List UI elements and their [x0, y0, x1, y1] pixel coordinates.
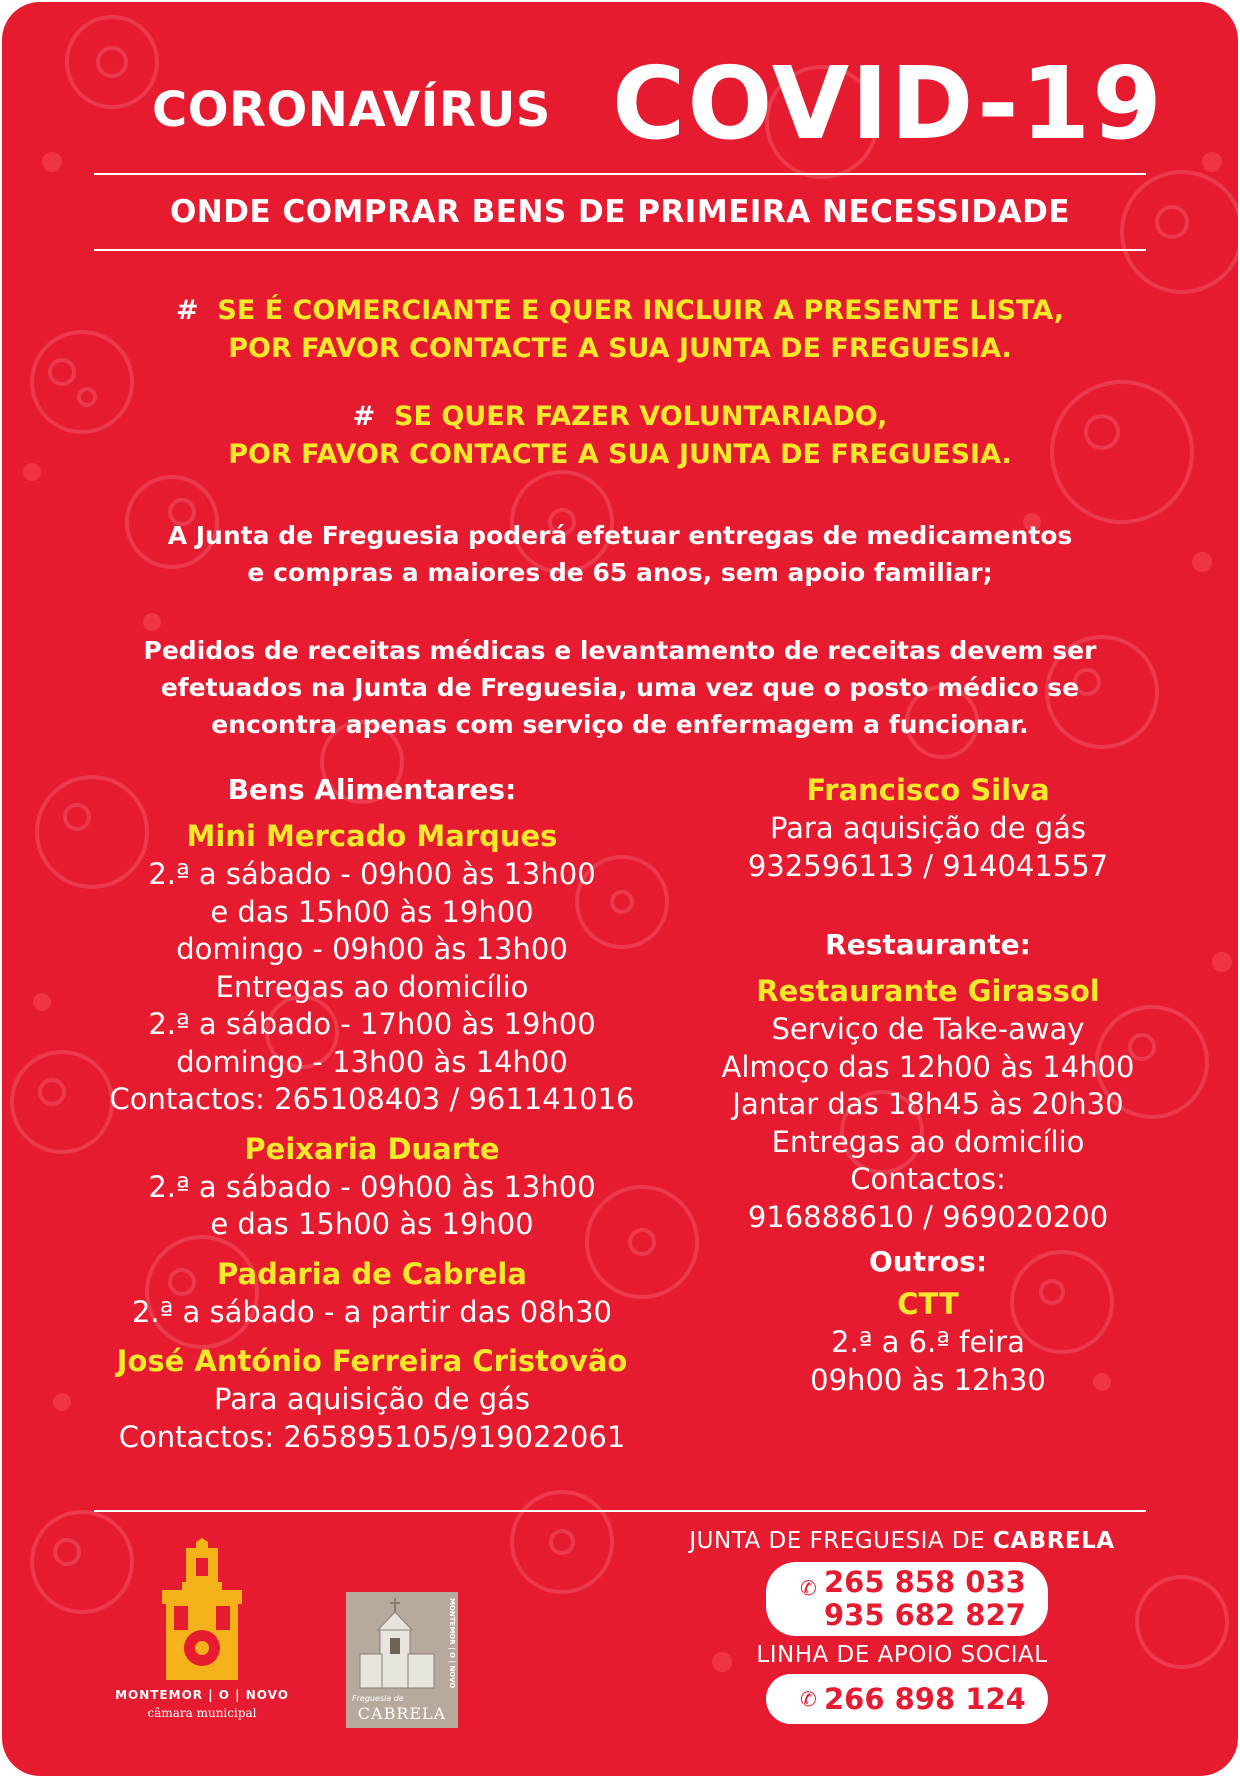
vendor-line: Para aquisição de gás — [213, 1382, 531, 1416]
vendor-line: 2.ª a sábado - 17h00 às 19h00 — [148, 1007, 596, 1041]
cabrela-logo-small-text: Freguesia de — [352, 1694, 404, 1703]
footer-divider — [94, 1510, 1146, 1512]
montemor-logo-text: MONTEMOR | O | NOVO — [115, 1688, 289, 1702]
vendor-name-padaria: Padaria de Cabrela — [217, 1256, 527, 1291]
vendor-line: Serviço de Take-away — [771, 1012, 1085, 1046]
vendor-line: Almoço das 12h00 às 14h00 — [721, 1049, 1135, 1084]
vendor-line: e das 15h00 às 19h00 — [210, 894, 534, 929]
paragraph-line: Pedidos de receitas médicas e levantamento de receitas devem ser — [143, 636, 1097, 665]
hash-marker: # — [352, 401, 376, 432]
vendor-line: 2.ª a sábado - a partir das 08h30 — [131, 1294, 612, 1329]
right-column — [688, 770, 1168, 1399]
vendor-name-girassol: Restaurante Girassol — [756, 974, 1100, 1008]
paragraph-prescriptions — [62, 632, 1178, 743]
social-phone[interactable]: 266 898 124 — [824, 1682, 1026, 1716]
page-subtitle: ONDE COMPRAR BENS DE PRIMEIRA NECESSIDADE — [169, 194, 1071, 230]
top-divider — [94, 173, 1146, 175]
left-column — [62, 770, 682, 1456]
vendor-line: Para aquisição de gás — [769, 811, 1087, 845]
vendor-line: Contactos: 265108403 / 961141016 — [109, 1082, 635, 1116]
vendor-line: Entregas ao domicílio — [771, 1124, 1085, 1159]
vendor-name-mini-mercado: Mini Mercado Marques — [186, 819, 558, 853]
phone-icon: ✆ — [800, 1576, 817, 1600]
social-label: LINHA DE APOIO SOCIAL — [756, 1642, 1048, 1668]
junta-label-bold: CABRELA — [993, 1528, 1115, 1554]
logo-cabrela — [346, 1592, 458, 1728]
hash-marker: # — [175, 295, 199, 326]
montemor-logo-subtext: câmara municipal — [147, 1706, 257, 1720]
vendor-line: 916888610 / 969020200 — [747, 1199, 1109, 1234]
vendor-line: domingo - 09h00 às 13h00 — [176, 932, 568, 966]
paragraph-line: e compras a maiores de 65 anos, sem apoio familiar; — [247, 558, 993, 587]
subtitle-divider — [94, 249, 1146, 251]
paragraph-line: encontra apenas com serviço de enfermagem a funcionar. — [211, 710, 1029, 739]
notice-merchant-line1: SE É COMERCIANTE E QUER INCLUIR A PRESENTE LISTA, — [217, 295, 1064, 326]
vendor-line: 2.ª a sábado - 09h00 às 13h00 — [148, 857, 596, 891]
vendor-name-francisco: Francisco Silva — [806, 773, 1050, 807]
vendor-line: Jantar das 18h45 às 20h30 — [732, 1087, 1124, 1121]
vendor-line: 932596113 / 914041557 — [747, 848, 1109, 883]
poster — [2, 2, 1238, 1776]
paragraph-line: efetuados na Junta de Freguesia, uma vez que o posto médico se — [160, 673, 1080, 702]
notice-volunteer-line2: POR FAVOR CONTACTE A SUA JUNTA DE FREGUESIA. — [228, 439, 1012, 470]
paragraph-deliveries — [62, 517, 1178, 591]
notice-merchant-line2: POR FAVOR CONTACTE A SUA JUNTA DE FREGUESIA. — [228, 333, 1012, 364]
vendor-name-ctt: CTT — [897, 1287, 959, 1321]
title-coronavirus: CORONAVÍRUS — [152, 82, 551, 138]
vendor-line: Contactos: — [850, 1162, 1006, 1196]
montemor-castle-icon — [102, 1538, 302, 1688]
phone-icon: ✆ — [800, 1687, 817, 1711]
junta-label — [662, 1528, 1142, 1554]
heading-food: Bens Alimentares: — [227, 773, 517, 806]
heading-restaurant: Restaurante: — [825, 928, 1031, 961]
junta-label-prefix: JUNTA DE FREGUESIA DE — [689, 1528, 993, 1554]
vendor-line: e das 15h00 às 19h00 — [210, 1207, 534, 1241]
social-phone-pill — [766, 1674, 1048, 1724]
vendor-line: 09h00 às 12h30 — [810, 1362, 1046, 1397]
vendor-line: Entregas ao domicílio — [215, 969, 529, 1004]
logo-montemor — [102, 1538, 302, 1738]
notice-volunteer — [62, 398, 1178, 474]
vendor-name-jose: José António Ferreira Cristovão — [116, 1344, 628, 1378]
vendor-line: Contactos: 265895105/919022061 — [118, 1419, 626, 1454]
vendor-name-peixaria: Peixaria Duarte — [244, 1131, 500, 1166]
heading-others: Outros: — [868, 1245, 988, 1278]
logo-text-part: O — [218, 1688, 230, 1702]
paragraph-line: A Junta de Freguesia poderá efetuar entregas de medicamentos — [167, 521, 1073, 550]
vendor-line: 2.ª a sábado - 09h00 às 13h00 — [148, 1169, 596, 1204]
junta-phone-pill — [766, 1562, 1048, 1636]
junta-phone-2[interactable]: 935 682 827 — [824, 1598, 1026, 1632]
notice-volunteer-line1: SE QUER FAZER VOLUNTARIADO, — [394, 401, 888, 432]
cabrela-logo-text: CABRELA — [357, 1704, 447, 1723]
cabrela-logo-side-text: MONTEMOR | O | NOVO — [448, 1598, 456, 1689]
logo-text-part: NOVO — [245, 1688, 289, 1702]
logo-text-part: MONTEMOR — [115, 1688, 204, 1702]
vendor-line: 2.ª a 6.ª feira — [831, 1325, 1025, 1359]
notice-merchant — [62, 292, 1178, 368]
title-covid19: COVID-19 — [612, 45, 1164, 162]
vendor-line: domingo - 13h00 às 14h00 — [176, 1044, 568, 1079]
junta-phone-1[interactable]: 265 858 033 — [824, 1565, 1026, 1599]
church-icon — [350, 1594, 442, 1694]
